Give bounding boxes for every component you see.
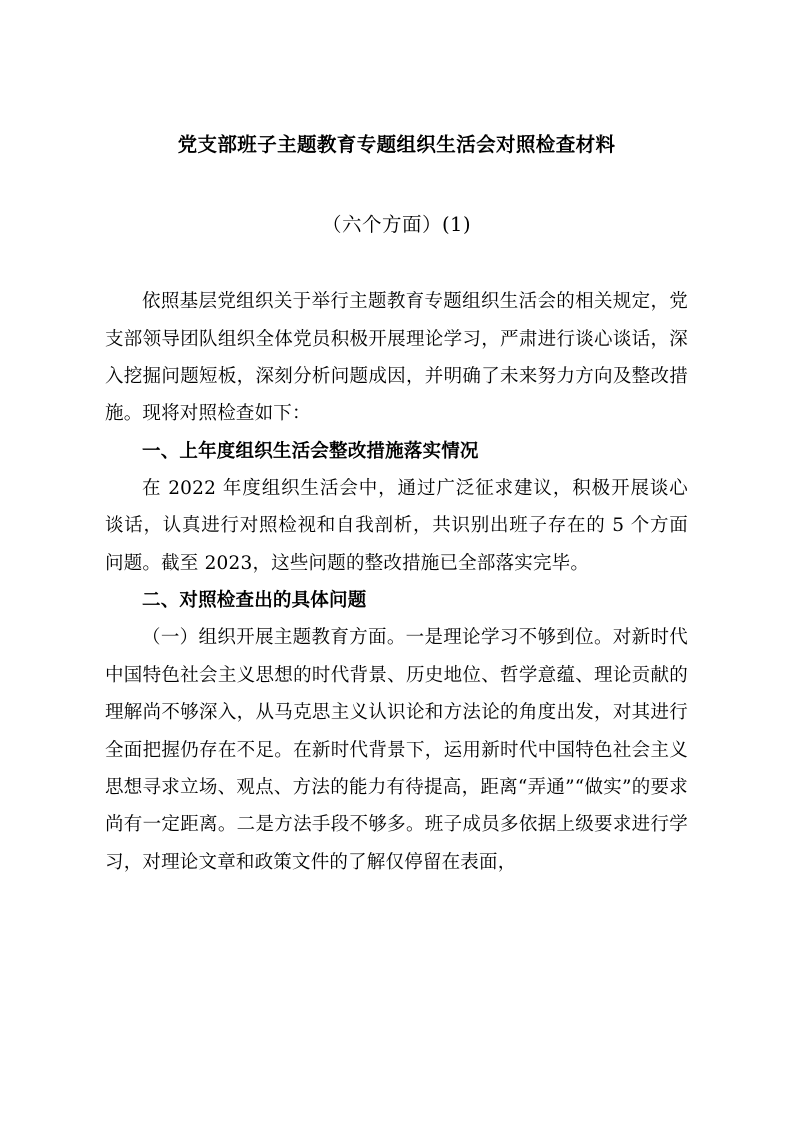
document-body <box>105 283 688 881</box>
section-one-paragraph: 在 2022 年度组织生活会中，通过广泛征求建议，积极开展谈心谈话，认真进行对照检视和自我剖析，共识别出班子存在的 5 个方面问题。截至 2023，这些问题的整改措施已全部落实完毕。 <box>105 478 688 574</box>
intro-paragraph: 依照基层党组织关于举行主题教育专题组织生活会的相关规定，党支部领导团队组织全体党员积极开展理论学习，严肃进行谈心谈话，深入挖掘问题短板，深刻分析问题成因，并明确了未来努力方向及整改措施。现将对照检查如下： <box>105 291 688 425</box>
section-two-paragraph: （一）组织开展主题教育方面。一是理论学习不够到位。对新时代中国特色社会主义思想的时代背景、历史地位、哲学意蕴、理论贡献的理解尚不够深入，从马克思主义认识论和方法论的角度出发，对其进行全面把握仍存在不足。在新时代背景下，运用新时代中国特色社会主义思想寻求立场、观点、方法的能力有待提高，距离“弄通”“做实”的要求尚有一定距离。二是方法手段不够多。班子成员多依据上级要求进行学习，对理论文章和政策文件的了解仅停留在表面， <box>105 627 688 873</box>
document-subtitle: （六个方面）(1) <box>321 213 472 237</box>
section-heading-two: 二、对照检查出的具体问题 <box>142 590 367 612</box>
document-title: 党支部班子主题教育专题组织生活会对照检查材料 <box>177 133 616 156</box>
section-heading-one: 一、上年度组织生活会整改措施落实情况 <box>142 440 479 462</box>
